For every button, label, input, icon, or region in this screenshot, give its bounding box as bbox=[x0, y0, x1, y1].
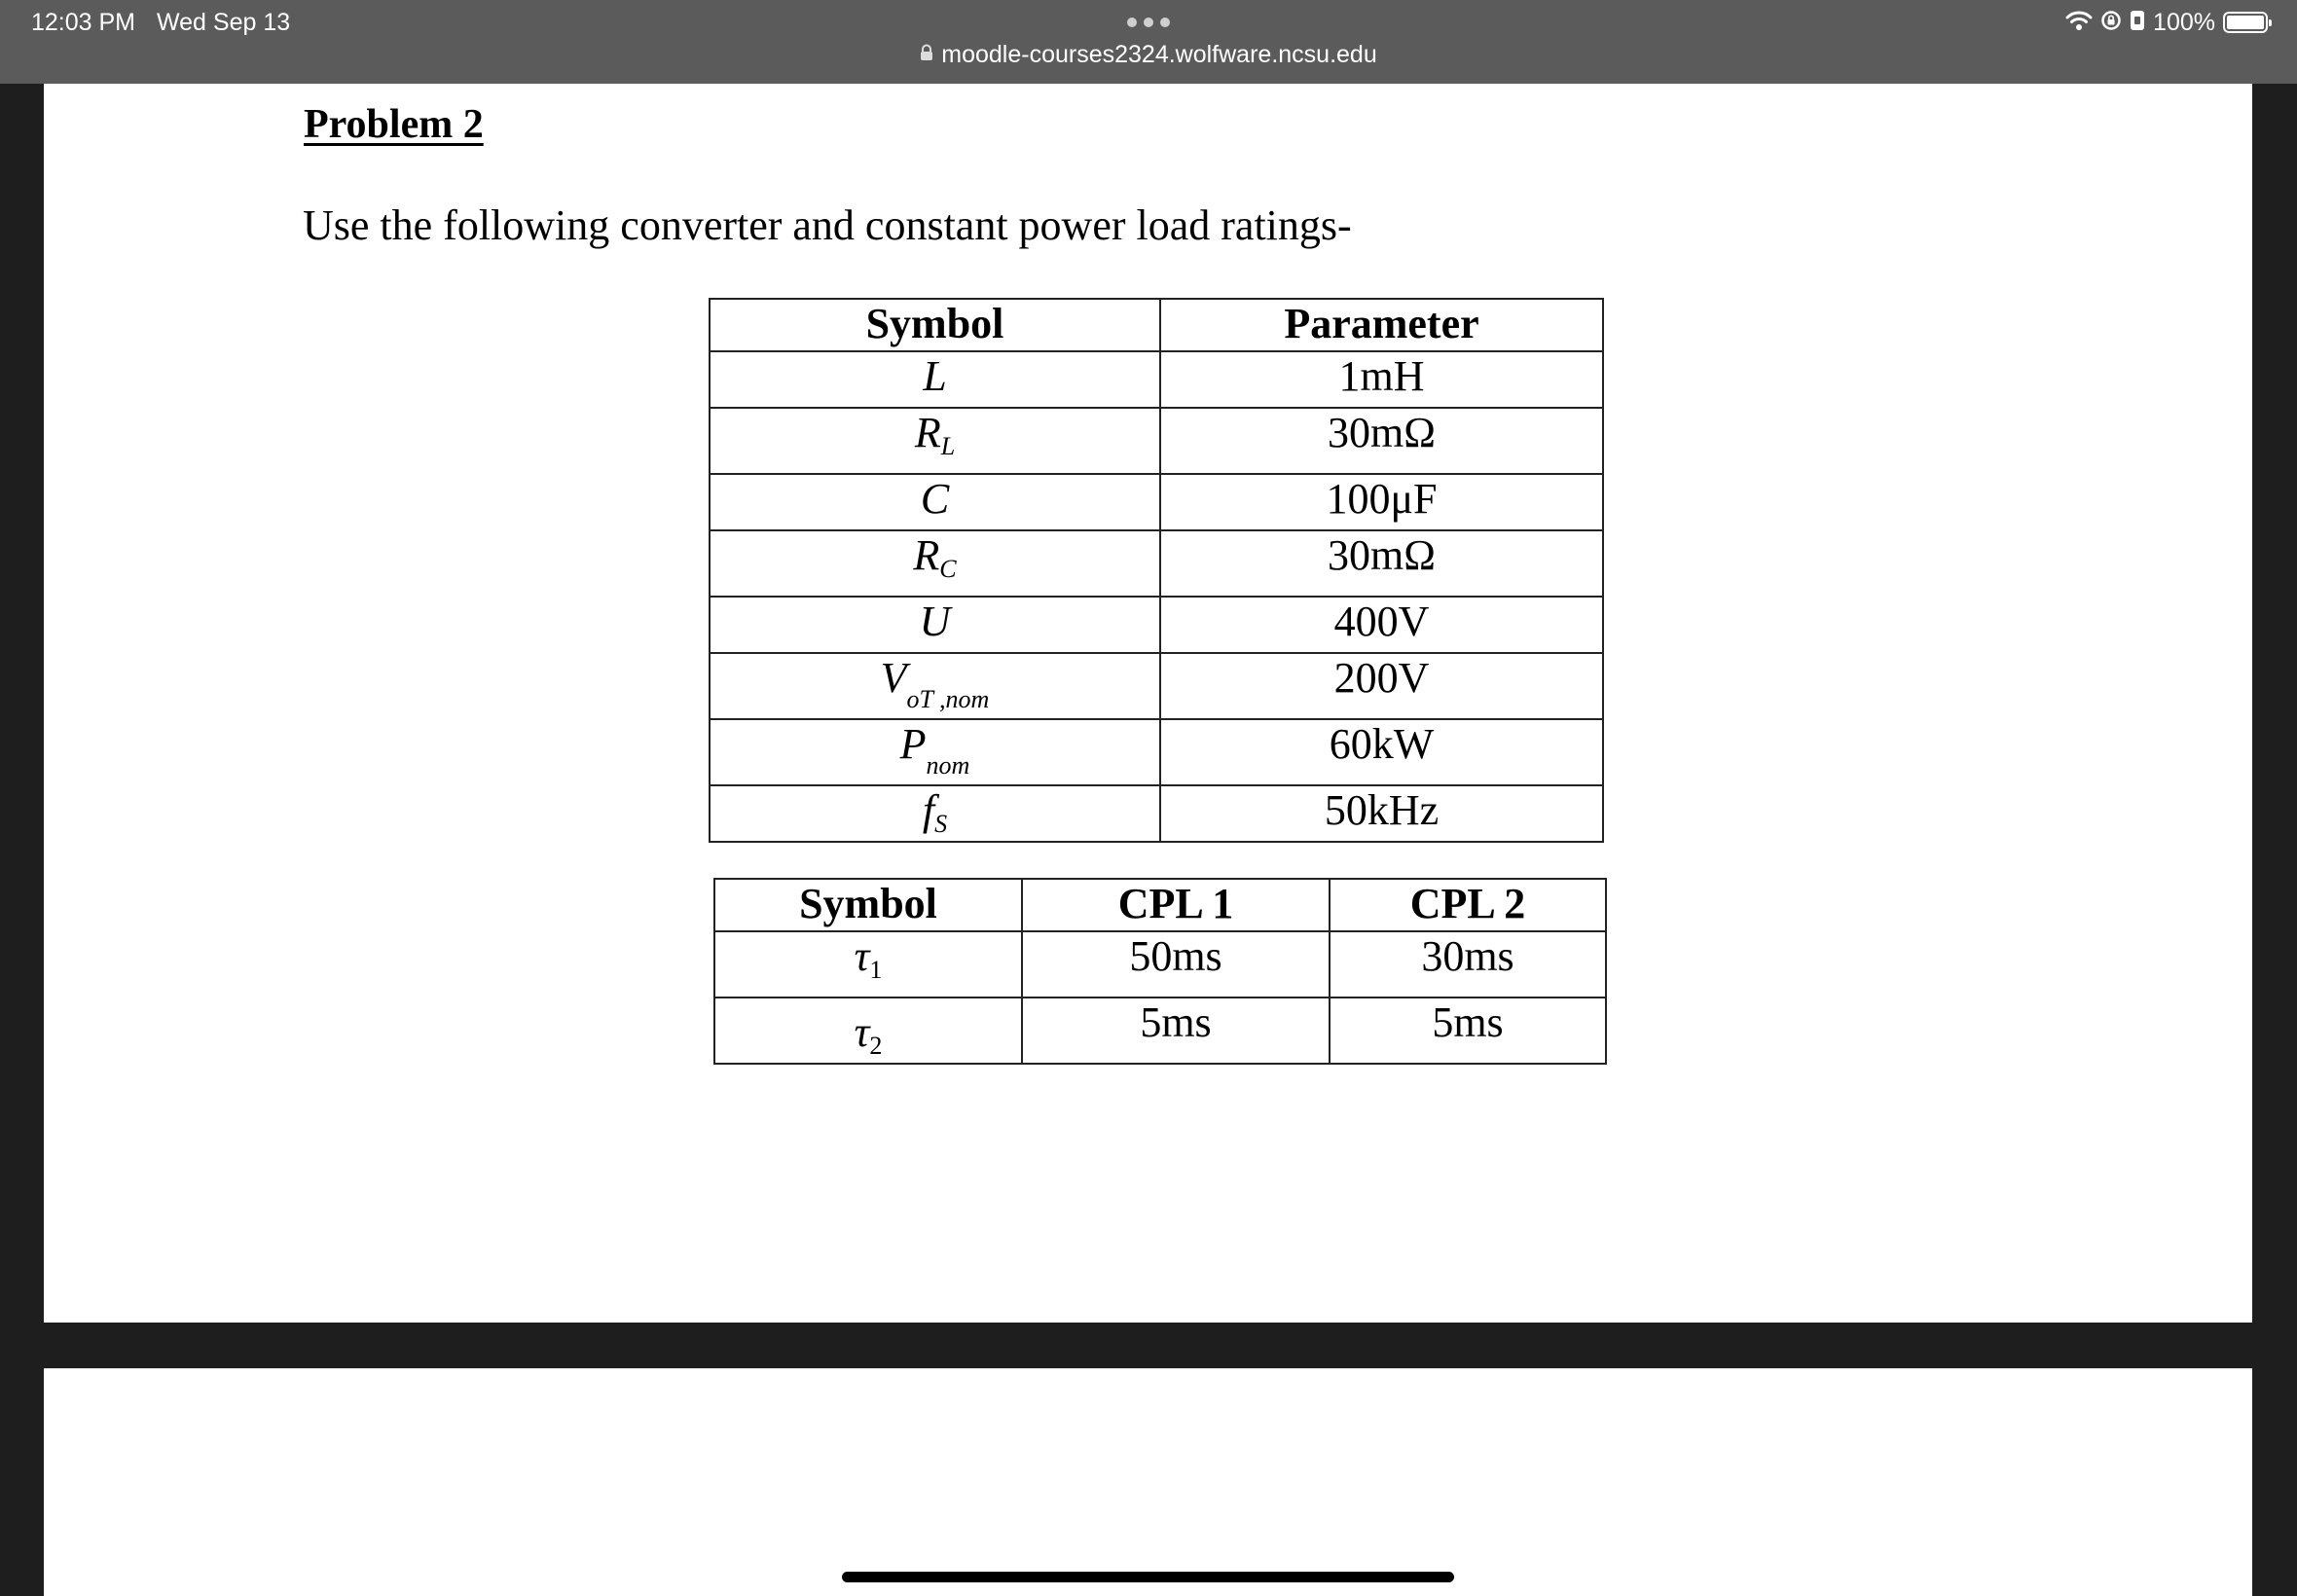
parameter-cell: 400V bbox=[1160, 597, 1603, 653]
cpl2-cell: 5ms bbox=[1330, 998, 1606, 1064]
symbol-cell: $R_L$ bbox=[710, 408, 1160, 474]
multitasking-dots-icon[interactable] bbox=[1127, 18, 1170, 29]
document-page bbox=[44, 84, 2252, 1323]
parameter-cell: 1mH bbox=[1160, 351, 1603, 408]
address-bar[interactable] bbox=[0, 39, 2297, 71]
header-symbol: Symbol bbox=[710, 299, 1160, 351]
parameter-cell: 30mΩ bbox=[1160, 530, 1603, 597]
table-row bbox=[710, 597, 1603, 653]
cpl2-cell: 30ms bbox=[1330, 931, 1606, 998]
orientation-lock-icon bbox=[2100, 10, 2122, 36]
lock-icon bbox=[920, 38, 933, 69]
table-header-row bbox=[714, 879, 1606, 931]
battery-icon bbox=[2223, 12, 2268, 33]
problem-title: Problem 2 bbox=[304, 102, 484, 147]
table-row bbox=[710, 653, 1603, 719]
converter-ratings-table bbox=[709, 298, 1604, 843]
battery-percent: 100% bbox=[2153, 9, 2215, 36]
vpn-icon bbox=[2130, 10, 2145, 36]
symbol-cell: $V_{oT ,nom}$ bbox=[710, 653, 1160, 719]
symbol-cell: U bbox=[710, 597, 1160, 653]
table-row bbox=[714, 931, 1606, 998]
home-indicator[interactable] bbox=[842, 1572, 1454, 1582]
header-symbol: Symbol bbox=[714, 879, 1022, 931]
symbol-cell: C bbox=[710, 474, 1160, 530]
next-document-page bbox=[44, 1368, 2252, 1596]
symbol-cell: $P_{nom}$ bbox=[710, 719, 1160, 785]
symbol-cell: $\tau_1$ bbox=[714, 931, 1022, 998]
cpl1-cell: 5ms bbox=[1022, 998, 1330, 1064]
parameter-cell: 60kW bbox=[1160, 719, 1603, 785]
table-row bbox=[710, 351, 1603, 408]
symbol-cell: L bbox=[710, 351, 1160, 408]
status-icons bbox=[2065, 8, 2268, 37]
url-text: moodle-courses2324.wolfware.ncsu.edu bbox=[941, 41, 1377, 68]
parameter-cell: 100μF bbox=[1160, 474, 1603, 530]
symbol-cell: $f_S$ bbox=[710, 785, 1160, 842]
parameter-cell: 30mΩ bbox=[1160, 408, 1603, 474]
header-cpl1: CPL 1 bbox=[1022, 879, 1330, 931]
symbol-cell: $R_C$ bbox=[710, 530, 1160, 597]
cpl1-cell: 50ms bbox=[1022, 931, 1330, 998]
table-header-row bbox=[710, 299, 1603, 351]
header-cpl2: CPL 2 bbox=[1330, 879, 1606, 931]
table-row bbox=[714, 998, 1606, 1064]
table-row bbox=[710, 474, 1603, 530]
table-row bbox=[710, 719, 1603, 785]
table-row bbox=[710, 530, 1603, 597]
intro-text: Use the following converter and constant power load ratings- bbox=[303, 201, 1352, 249]
cpl-ratings-table bbox=[713, 878, 1607, 1065]
parameter-cell: 200V bbox=[1160, 653, 1603, 719]
wifi-icon bbox=[2065, 10, 2093, 36]
parameter-cell: 50kHz bbox=[1160, 785, 1603, 842]
table-row bbox=[710, 785, 1603, 842]
table-row bbox=[710, 408, 1603, 474]
status-time: 12:03 PM bbox=[31, 9, 136, 36]
browser-status-bar bbox=[0, 0, 2297, 84]
symbol-cell: $\tau_2$ bbox=[714, 998, 1022, 1064]
header-parameter: Parameter bbox=[1160, 299, 1603, 351]
status-date: Wed Sep 13 bbox=[157, 9, 291, 36]
